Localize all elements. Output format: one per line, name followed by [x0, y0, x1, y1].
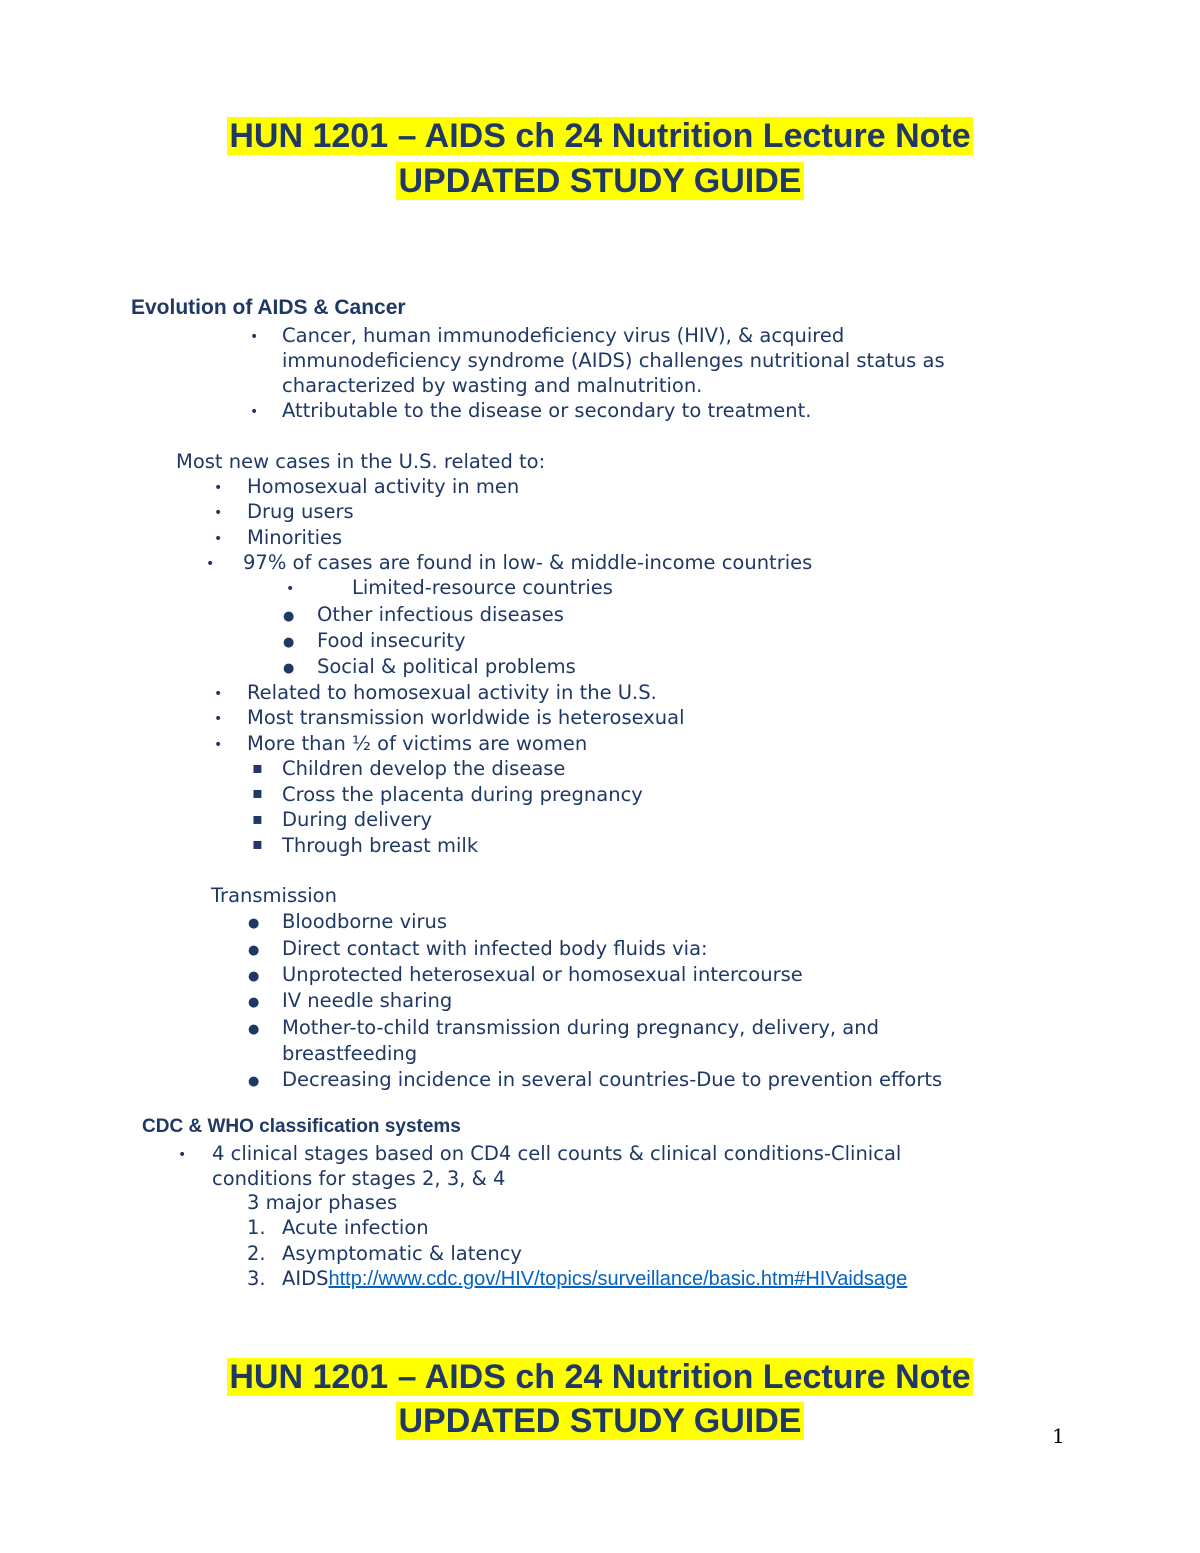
sub-list-item: Limited-resource countries	[352, 576, 613, 599]
bullet-icon	[248, 965, 259, 984]
bullet-text: 4 clinical stages based on CD4 cell counts & clinical conditions-Clinical	[212, 1142, 902, 1165]
bullet-icon	[248, 939, 259, 958]
bullet-icon	[248, 1070, 259, 1089]
list-item: Homosexual activity in men	[247, 475, 520, 498]
list-item: Direct contact with infected body fluids via:	[282, 937, 708, 960]
bullet-icon	[250, 401, 258, 420]
square-bullet-icon	[252, 758, 263, 777]
sub-list-item: During delivery	[282, 808, 433, 831]
bullet-icon	[248, 1018, 259, 1037]
bullet-icon	[214, 502, 222, 521]
list-item: IV needle sharing	[282, 989, 453, 1012]
sub-list-item: Cross the placenta during pregnancy	[282, 783, 643, 806]
document-title-repeat: HUN 1201 – AIDS ch 24 Nutrition Lecture Note	[229, 1358, 971, 1396]
phase-text: Acute infection	[282, 1216, 429, 1239]
bullet-icon	[283, 605, 294, 624]
square-bullet-icon	[252, 834, 263, 853]
bullet-icon	[248, 912, 259, 931]
bullet-text: conditions for stages 2, 3, & 4	[212, 1167, 506, 1190]
sub-list-item: Through breast milk	[282, 834, 479, 857]
bullet-text: immunodeficiency syndrome (AIDS) challenges nutritional status as	[282, 349, 945, 372]
document-title: HUN 1201 – AIDS ch 24 Nutrition Lecture Note	[229, 117, 971, 155]
phase-text: Asymptomatic & latency	[282, 1242, 522, 1265]
list-item: Decreasing incidence in several countries-Due to prevention efforts	[282, 1068, 943, 1091]
list-item: Unprotected heterosexual or homosexual intercourse	[282, 963, 803, 986]
bullet-icon	[214, 734, 222, 753]
list-item: Related to homosexual activity in the U.S.	[247, 681, 657, 704]
phase-line	[282, 1266, 907, 1292]
cdc-link[interactable]: http://www.cdc.gov/HIV/topics/surveillance/basic.htm#HIVaidsage	[328, 1268, 908, 1290]
section-intro: Most new cases in the U.S. related to:	[176, 450, 546, 473]
bullet-icon	[214, 708, 222, 727]
phase-number: 1.	[247, 1216, 266, 1239]
phase-text: AIDS	[282, 1267, 329, 1290]
bullet-text: characterized by wasting and malnutrition.	[282, 374, 703, 397]
bullet-icon	[248, 991, 259, 1010]
bullet-text: Cancer, human immunodeficiency virus (HIV), & acquired	[282, 324, 845, 347]
list-item: Bloodborne virus	[282, 910, 448, 933]
bullet-icon	[283, 631, 294, 650]
page-number: 1	[1052, 1424, 1065, 1448]
sub-list-item: Food insecurity	[317, 629, 466, 652]
bullet-icon	[178, 1144, 186, 1163]
list-item: Mother-to-child transmission during pregnancy, delivery, and	[282, 1016, 879, 1039]
list-item: 97% of cases are found in low- & middle-income countries	[243, 551, 813, 574]
sub-list-item: Other infectious diseases	[317, 603, 564, 626]
square-bullet-icon	[252, 783, 263, 802]
list-item-continuation: breastfeeding	[282, 1042, 418, 1065]
document-subtitle-repeat: UPDATED STUDY GUIDE	[398, 1402, 802, 1440]
document-subtitle: UPDATED STUDY GUIDE	[398, 162, 802, 200]
list-item: Most transmission worldwide is heterosexual	[247, 706, 685, 729]
bullet-icon	[214, 477, 222, 496]
square-bullet-icon	[252, 809, 263, 828]
bullet-icon	[250, 326, 258, 345]
bullet-text: Attributable to the disease or secondary to treatment.	[282, 399, 812, 422]
section-heading-evolution: Evolution of AIDS & Cancer	[131, 296, 406, 319]
bullet-icon	[286, 578, 294, 597]
list-item: Minorities	[247, 526, 343, 549]
list-item: Drug users	[247, 500, 354, 523]
sub-list-item: Social & political problems	[317, 655, 576, 678]
section-heading-classification: CDC & WHO classification systems	[142, 1116, 461, 1137]
phases-label: 3 major phases	[247, 1191, 398, 1214]
section-heading-transmission: Transmission	[211, 884, 337, 907]
bullet-icon	[283, 657, 294, 676]
bullet-icon	[206, 553, 214, 572]
bullet-icon	[214, 528, 222, 547]
list-item: More than ½ of victims are women	[247, 732, 588, 755]
phase-number: 2.	[247, 1242, 266, 1265]
bullet-icon	[214, 683, 222, 702]
phase-number: 3.	[247, 1267, 266, 1290]
sub-list-item: Children develop the disease	[282, 757, 566, 780]
